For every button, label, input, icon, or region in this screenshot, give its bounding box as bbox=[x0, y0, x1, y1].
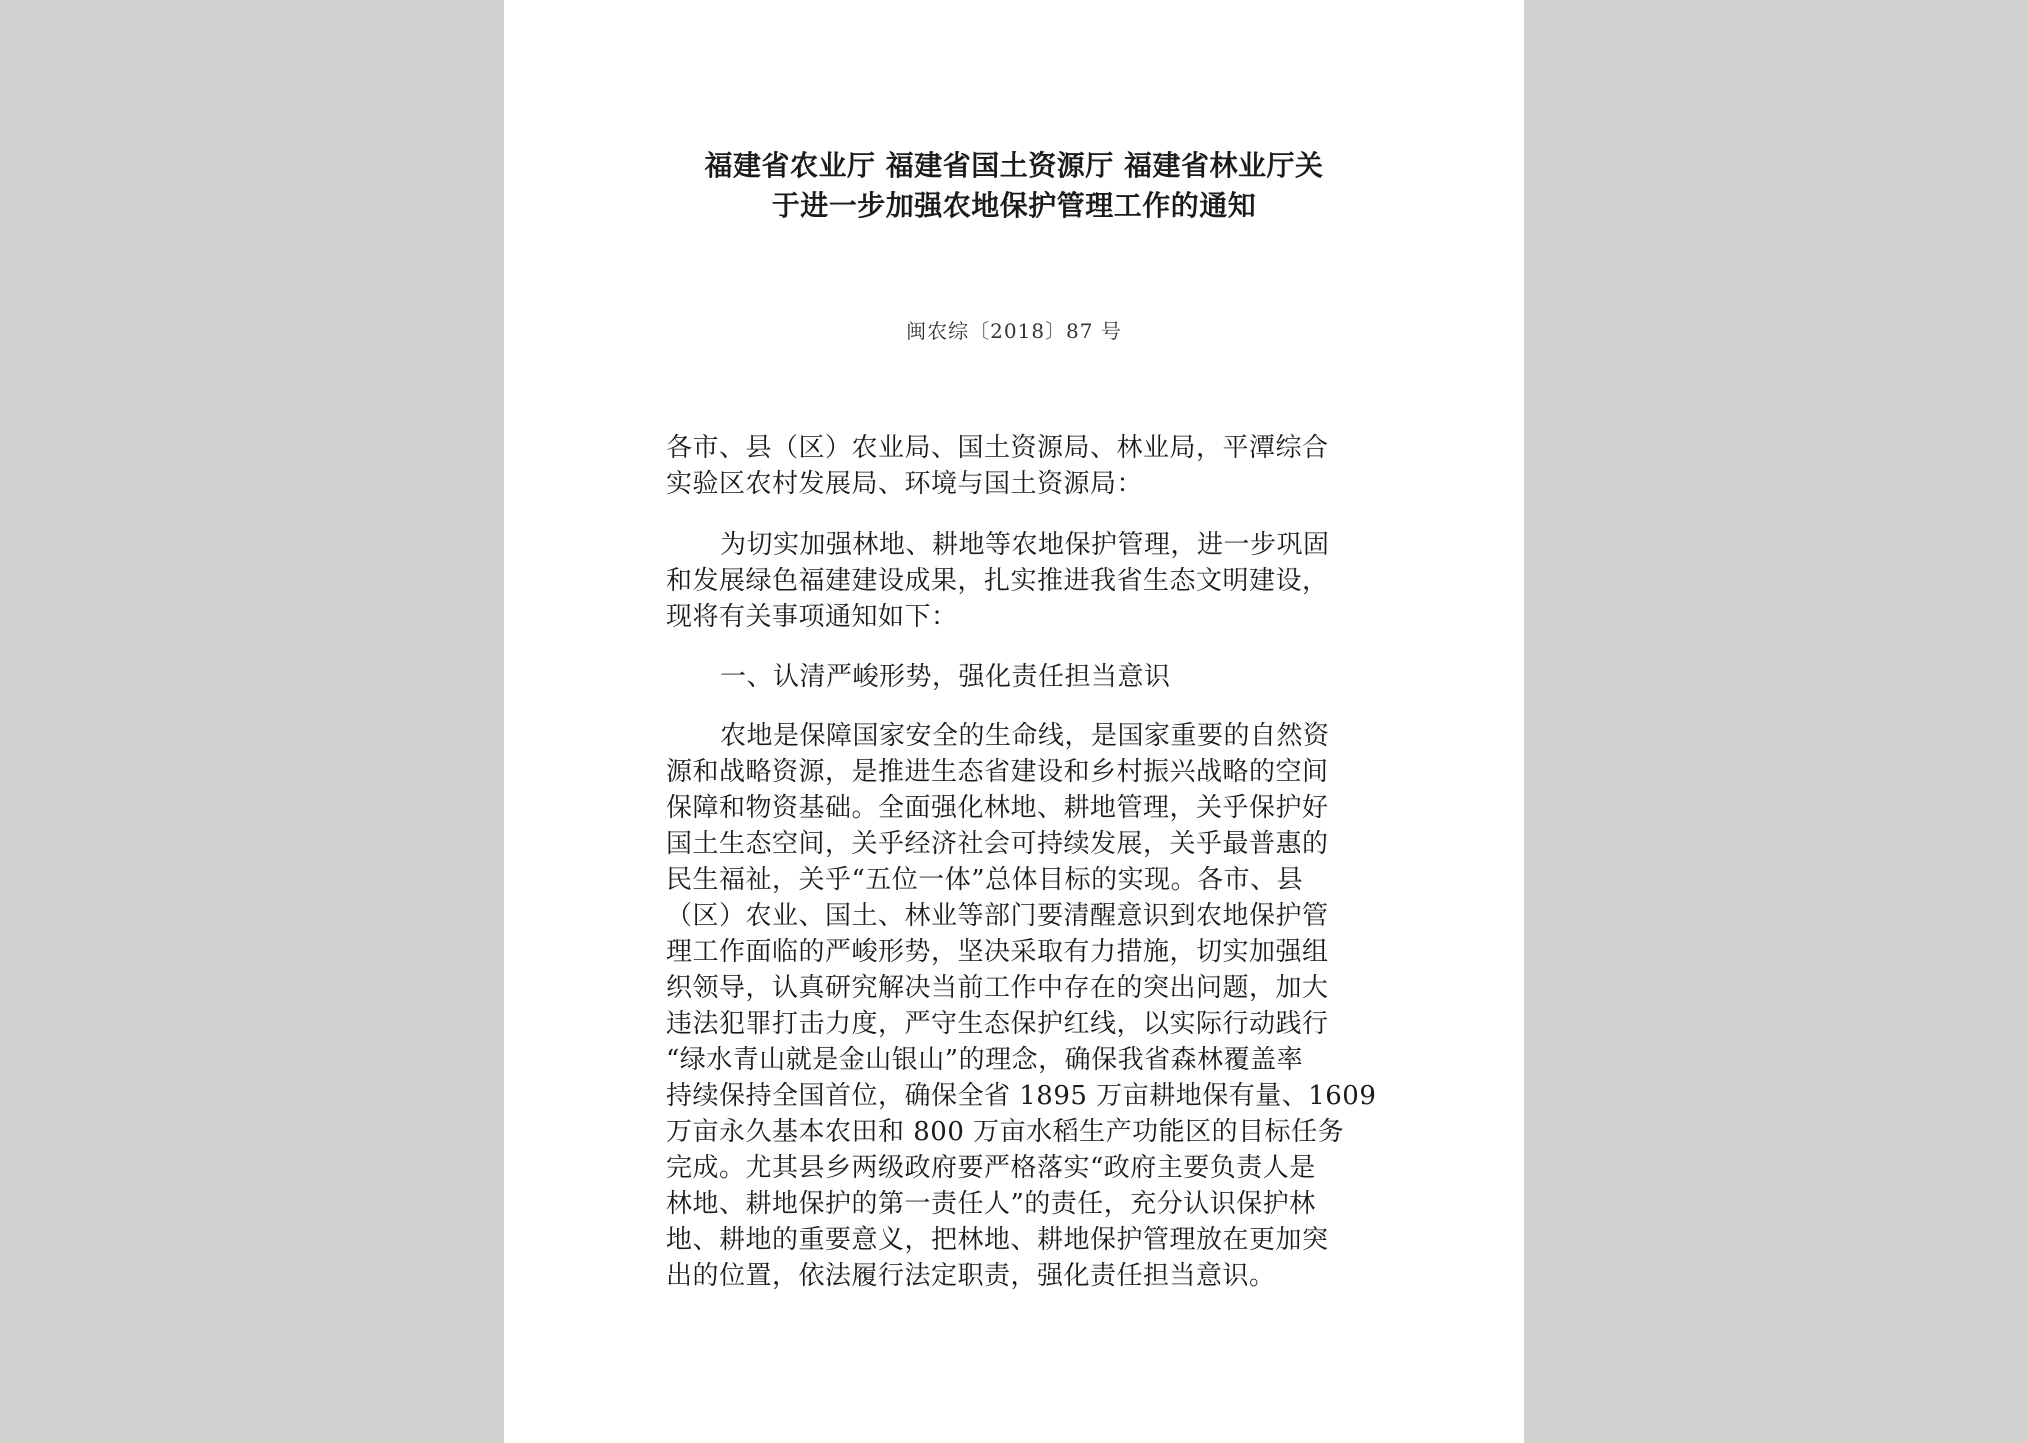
paragraph-line: 万亩永久基本农田和 800 万亩水稻生产功能区的目标任务 bbox=[666, 1117, 1345, 1147]
intro-paragraph bbox=[666, 527, 1366, 635]
section-heading-text: 一、认清严峻形势，强化责任担当意识 bbox=[720, 662, 1171, 692]
paragraph-line: 民生福祉，关乎“五位一体”总体目标的实现。各市、县 bbox=[666, 865, 1304, 895]
salutation-line: 各市、县（区）农业局、国土资源局、林业局，平潭综合 bbox=[666, 433, 1329, 463]
paragraph-line: 织领导，认真研究解决当前工作中存在的突出问题，加大 bbox=[666, 973, 1329, 1003]
paragraph-line: 出的位置，依法履行法定职责，强化责任担当意识。 bbox=[666, 1261, 1276, 1291]
paragraph-line: 完成。尤其县乡两级政府要严格落实“政府主要负责人是 bbox=[666, 1153, 1316, 1183]
section-heading bbox=[666, 659, 1366, 695]
paragraph-line: “绿水青山就是金山银山”的理念，确保我省森林覆盖率 bbox=[666, 1045, 1304, 1075]
paragraph-line: 国土生态空间，关乎经济社会可持续发展，关乎最普惠的 bbox=[666, 829, 1329, 859]
document-title bbox=[504, 146, 1524, 226]
salutation-line: 实验区农村发展局、环境与国土资源局： bbox=[666, 469, 1144, 499]
paragraph-line: 和发展绿色福建建设成果，扎实推进我省生态文明建设， bbox=[666, 566, 1329, 596]
paragraph-line: 违法犯罪打击力度，严守生态保护红线，以实际行动践行 bbox=[666, 1009, 1329, 1039]
paragraph-line: 理工作面临的严峻形势，坚决采取有力措施，切实加强组 bbox=[666, 937, 1329, 967]
title-line: 于进一步加强农地保护管理工作的通知 bbox=[771, 189, 1257, 222]
document-page bbox=[504, 0, 1524, 1443]
paragraph-line: 现将有关事项通知如下： bbox=[666, 602, 958, 632]
paragraph-line: 为切实加强林地、耕地等农地保护管理，进一步巩固 bbox=[720, 530, 1330, 560]
paragraph-line: 农地是保障国家安全的生命线，是国家重要的自然资 bbox=[720, 721, 1330, 751]
title-line: 福建省农业厅 福建省国土资源厅 福建省林业厅关 bbox=[704, 149, 1324, 182]
paragraph-line: 林地、耕地保护的第一责任人”的责任，充分认识保护林 bbox=[666, 1189, 1316, 1219]
paragraph-line: 地、耕地的重要意义，把林地、耕地保护管理放在更加突 bbox=[666, 1225, 1329, 1255]
paragraph-line: 保障和物资基础。全面强化林地、耕地管理，关乎保护好 bbox=[666, 793, 1329, 823]
body-paragraph bbox=[666, 718, 1377, 1294]
document-number: 闽农综〔2018〕87 号 bbox=[906, 319, 1122, 343]
paragraph-line: 源和战略资源，是推进生态省建设和乡村振兴战略的空间 bbox=[666, 757, 1329, 787]
paragraph-line: （区）农业、国土、林业等部门要清醒意识到农地保护管 bbox=[666, 901, 1329, 931]
paragraph-line: 持续保持全国首位，确保全省 1895 万亩耕地保有量、1609 bbox=[666, 1081, 1377, 1111]
salutation bbox=[666, 430, 1366, 502]
